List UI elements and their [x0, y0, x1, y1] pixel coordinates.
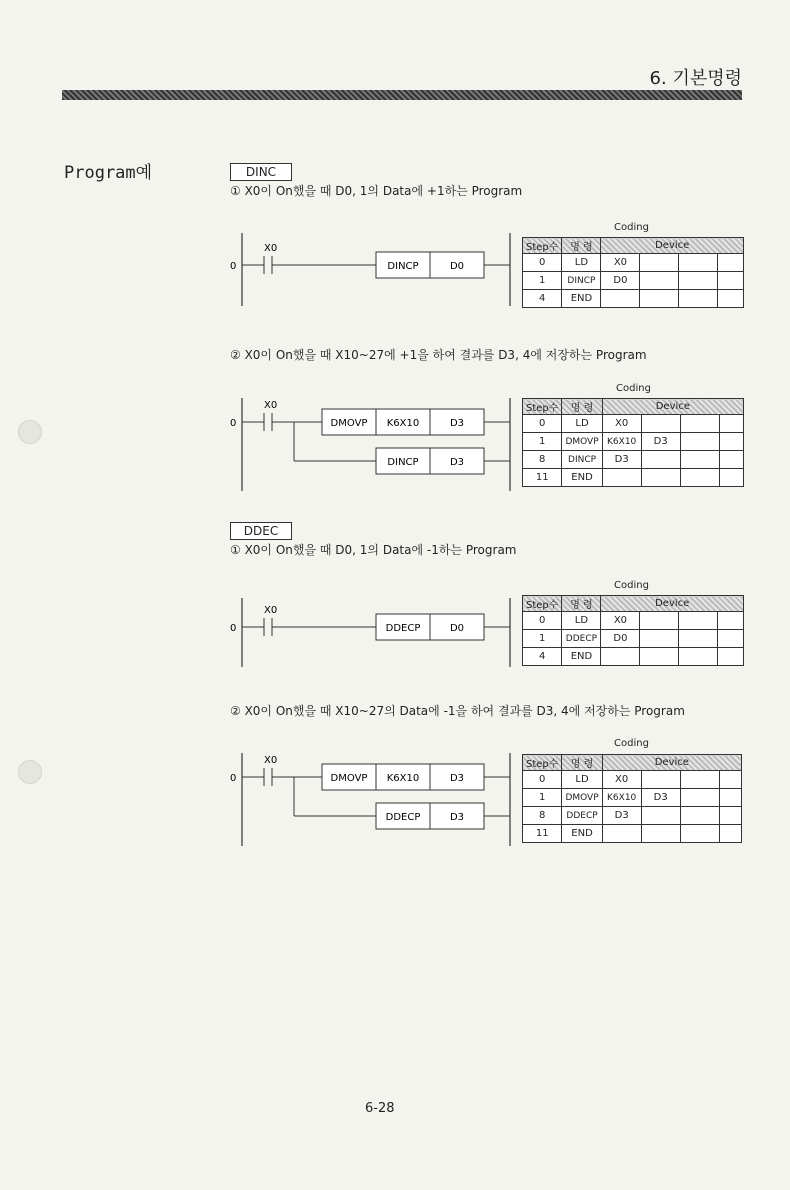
operand-cell: K6X10 — [386, 418, 420, 429]
header-step: Step수 — [523, 596, 562, 612]
table-row: 1 DINCP D0 — [523, 272, 744, 290]
header-device: Device — [602, 399, 743, 415]
header-step: Step수 — [523, 399, 562, 415]
table-row: 11 END — [523, 825, 742, 843]
header-device: Device — [602, 755, 741, 771]
ddec-label: DDEC — [230, 522, 292, 540]
instruction-cell: DDECP — [385, 812, 421, 823]
operand-cell: D0 — [449, 261, 465, 272]
ladder-diagram — [220, 748, 520, 850]
coding-label: Coding — [616, 383, 651, 394]
contact-label: X0 — [264, 605, 278, 616]
table-row: 1 DDECP D0 — [523, 630, 744, 648]
coding-label: Coding — [614, 580, 649, 591]
coding-table — [522, 398, 744, 487]
ladder-diagram — [220, 393, 520, 495]
header-step: Step수 — [523, 238, 562, 254]
binder-hole — [18, 760, 42, 784]
table-row: 11 END — [523, 469, 744, 487]
instruction-cell: DINCP — [387, 261, 419, 272]
contact-label: X0 — [264, 755, 278, 766]
table-row: 8 DDECP D3 — [523, 807, 742, 825]
step-number: 0 — [230, 623, 237, 634]
page-number: 6-28 — [365, 1101, 395, 1116]
section-description: ② X0이 On했을 때 X10~27의 Data에 -1을 하여 결과를 D3, 4에 저장하는 Program — [230, 704, 685, 718]
program-example-title: Program예 — [64, 163, 153, 183]
operand-cell: D3 — [449, 812, 465, 823]
contact-label: X0 — [264, 400, 278, 411]
chapter-title: 6. 기본명령 — [649, 68, 742, 89]
coding-table — [522, 237, 744, 308]
header-step: Step수 — [523, 755, 562, 771]
dinc-label: DINC — [230, 163, 292, 181]
operand-cell: D3 — [449, 418, 465, 429]
coding-table — [522, 754, 742, 843]
step-number: 0 — [230, 773, 237, 784]
instruction-cell: DDECP — [385, 623, 421, 634]
table-row: 1 DMOVP K6X10 D3 — [523, 433, 744, 451]
coding-label: Coding — [614, 738, 649, 749]
instruction-cell: DMOVP — [330, 418, 368, 429]
header-instruction: 명 령 — [562, 238, 601, 254]
header-instruction: 명 령 — [562, 755, 602, 771]
header-rule — [62, 90, 742, 100]
operand-cell: D3 — [449, 773, 465, 784]
section-description: ① X0이 On했을 때 D0, 1의 Data에 -1하는 Program — [230, 543, 517, 557]
ladder-diagram — [220, 593, 520, 671]
instruction-cell: DINCP — [387, 457, 419, 468]
coding-label: Coding — [614, 222, 649, 233]
operand-cell: D3 — [449, 457, 465, 468]
table-row: 4 END — [523, 648, 744, 666]
instruction-cell: DMOVP — [330, 773, 368, 784]
coding-table — [522, 595, 744, 666]
table-row: 0 LD X0 — [523, 254, 744, 272]
step-number: 0 — [230, 261, 237, 272]
header-instruction: 명 령 — [562, 399, 602, 415]
header-device: Device — [601, 596, 744, 612]
table-row: 1 DMOVP K6X10 D3 — [523, 789, 742, 807]
table-row: 0 LD X0 — [523, 612, 744, 630]
table-row: 0 LD X0 — [523, 771, 742, 789]
header-device: Device — [601, 238, 744, 254]
contact-label: X0 — [264, 243, 278, 254]
table-row: 0 LD X0 — [523, 415, 744, 433]
operand-cell: D0 — [449, 623, 465, 634]
table-row: 4 END — [523, 290, 744, 308]
operand-cell: K6X10 — [386, 773, 420, 784]
table-row: 8 DINCP D3 — [523, 451, 744, 469]
step-number: 0 — [230, 418, 237, 429]
section-description: ① X0이 On했을 때 D0, 1의 Data에 +1하는 Program — [230, 184, 523, 198]
header-instruction: 명 령 — [562, 596, 601, 612]
section-description: ② X0이 On했을 때 X10~27에 +1을 하여 결과를 D3, 4에 저장하는 Program — [230, 348, 647, 362]
ladder-diagram — [220, 228, 520, 310]
binder-hole — [18, 420, 42, 444]
